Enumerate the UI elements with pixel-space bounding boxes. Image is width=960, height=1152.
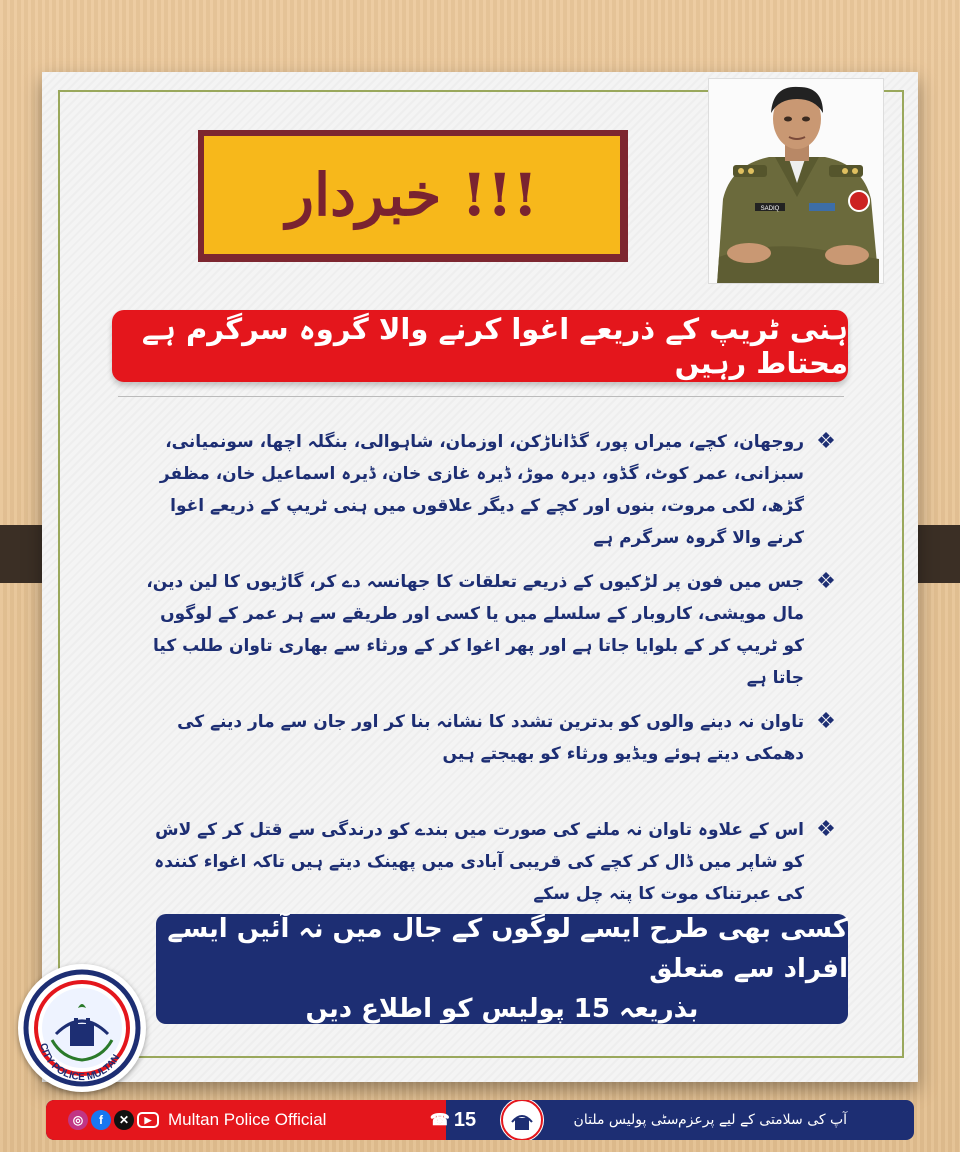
diamond-bullet-icon: ❖ <box>816 429 836 454</box>
police-badge-icon <box>500 1100 544 1140</box>
officer-photo <box>708 78 884 284</box>
bullet-text: روجھان، کچے، میراں پور، گڈاناڑکن، اوزمان، شاہوالی، بنگلہ اچھا، سونمیانی، سبزانی، عمر کوٹ، گڈو، دیرہ موڑ، ڈیرہ غازی خان، ڈیرہ اسماعیل خان، مظفر گڑھ، لکی مروت، بنوں اور کچے کے دیگر علاقوں میں ہنی ٹریپ کے ذریعے اغوا کرنے والا گروہ سرگرم ہے <box>159 432 804 548</box>
footer-emblem <box>498 1100 546 1140</box>
bullet-item-4 <box>140 814 840 910</box>
footer-motto: آپ کی سلامتی کے لیے پرعزم <box>678 1112 848 1128</box>
footer-bar <box>46 1100 914 1140</box>
social-handle[interactable]: Multan Police Official <box>168 1110 327 1129</box>
instagram-icon[interactable]: ◎ <box>68 1110 88 1130</box>
emblem-text: CITY POLICE MULTAN <box>37 1042 123 1084</box>
warning-title: خبردار !!! <box>204 136 620 254</box>
city-police-multan-emblem <box>18 964 146 1092</box>
officer-illustration <box>709 79 884 284</box>
bullet-text: تاوان نہ دینے والوں کو بدترین تشدد کا نشانہ بنا کر اور جان سے مار دینے کی دھمکی دیتے ہوئے ویڈیو ورثاء کو بھیجتے ہیں <box>177 712 804 764</box>
bullet-item-3 <box>140 706 840 770</box>
phone-icon: ☎ <box>429 1112 450 1129</box>
headline-banner: ہنی ٹریپ کے ذریعے اغوا کرنے والا گروہ سرگرم ہے محتاط رہیں <box>112 310 848 382</box>
bullet-text: جس میں فون پر لڑکیوں کے ذریعے تعلقات کا جھانسہ دے کر، گاڑیوں کا لین دین، مال مویشی، کاروبار کے سلسلے میں یا کسی اور طریقے سے ہر عمر کے لوگوں کو ٹریپ کر کے بلوایا جاتا ہے اور پھر اغوا کر کے ورثاء سے بھاری تاوان طلب کیا جاتا ہے <box>146 572 804 688</box>
bullet-text: اس کے علاوہ تاوان نہ ملنے کی صورت میں بندے کو درندگی سے قتل کر کے لاش کو شاپر میں ڈال کر کچے کی قریبی آبادی میں پھینک دیتے ہیں تاکہ اغواء کنندہ کی عبرتناک موت کا پتہ چل سکے <box>154 820 804 904</box>
youtube-icon[interactable]: ▶ <box>137 1112 159 1128</box>
diamond-bullet-icon: ❖ <box>816 817 836 842</box>
officer-name-tag: SADIQ <box>760 206 780 212</box>
helpline-number: 15 <box>453 1108 477 1131</box>
divider <box>118 396 844 397</box>
footer-social-section <box>46 1100 446 1140</box>
bullet-item-2 <box>140 566 840 694</box>
x-icon[interactable]: ✕ <box>114 1110 134 1130</box>
diamond-bullet-icon: ❖ <box>816 709 836 734</box>
diamond-bullet-icon: ❖ <box>816 569 836 594</box>
helpline[interactable] <box>418 1100 488 1140</box>
warning-title-box <box>198 130 628 262</box>
call-to-action-box <box>156 914 848 1024</box>
bullet-item-1 <box>140 426 840 554</box>
cta-line-1: کسی بھی طرح ایسے لوگوں کے جال میں نہ آئیں ایسے افراد سے متعلق <box>167 914 848 984</box>
police-badge-icon <box>22 968 142 1088</box>
cta-line-2: بذریعہ 15 پولیس کو اطلاع دیں <box>305 994 699 1024</box>
footer-city-name: سٹی پولیس ملتان <box>573 1112 679 1128</box>
facebook-icon[interactable]: f <box>91 1110 111 1130</box>
